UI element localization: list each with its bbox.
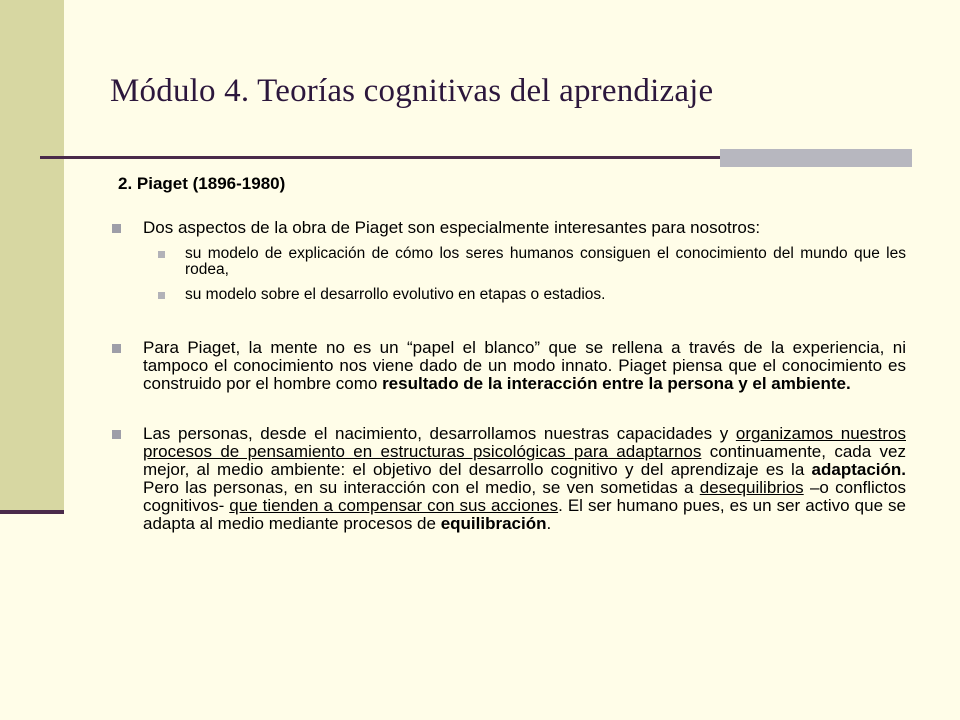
bullet-item-1 (112, 219, 906, 237)
section-heading: 2. Piaget (1896-1980) (118, 174, 286, 193)
bullet-3-text-3: Pero las personas, en su interacción con el medio, se ven sometidas a (143, 478, 700, 497)
title-divider-block (720, 149, 912, 167)
sub-bullet-2-text: su modelo sobre el desarrollo evolutivo en etapas o estadios. (185, 286, 606, 303)
bullet-2-bold: resultado de la interacción entre la persona y el ambiente. (382, 374, 851, 393)
sub-bullet-item-1 (112, 246, 906, 278)
bullet-item-2 (112, 339, 906, 393)
left-bar-accent (0, 510, 64, 514)
bullet-3-text-2: continuamente, cada vez mejor, al medio ambiente: el objetivo del desarrollo cognitivo y del aprendizaje es la (143, 442, 906, 479)
left-decorative-bar (0, 0, 64, 510)
square-bullet-icon (112, 430, 121, 439)
bullet-2-text: Para Piaget, la mente no es un “papel el blanco” que se rellena a través de la experiencia, ni tampoco el conocimiento nos viene dado de un modo innato. Piaget piensa que el conocimiento es construido por el hombre como (143, 338, 906, 393)
slide-body (112, 174, 906, 533)
bullet-3-text-5: . El ser humano pues, es un ser activo que se adapta al medio mediante procesos de (143, 496, 906, 533)
bullet-3-underline-3: que tienden a compensar con sus acciones (229, 496, 559, 515)
bullet-3-underline-2: desequilibrios (699, 478, 804, 497)
bullet-3-bold-2: equilibración (440, 514, 547, 533)
bullet-3-text-4: –o conflictos cognitivos- (143, 478, 906, 515)
bullet-1-text: Dos aspectos de la obra de Piaget son especialmente interesantes para nosotros: (143, 218, 761, 237)
square-bullet-icon (158, 251, 165, 258)
sub-bullet-item-2 (112, 287, 906, 303)
square-bullet-icon (112, 224, 121, 233)
bullet-3-text-1: Las personas, desde el nacimiento, desarrollamos nuestras capacidades y (143, 424, 736, 443)
square-bullet-icon (112, 344, 121, 353)
bullet-item-3 (112, 425, 906, 533)
sub-bullet-1-text: su modelo de explicación de cómo los seres humanos consiguen el conocimiento del mundo que les rodea, (185, 245, 906, 278)
slide-title: Módulo 4. Teorías cognitivas del aprendizaje (110, 73, 714, 109)
bullet-3-text-6: . (546, 514, 552, 533)
square-bullet-icon (158, 292, 165, 299)
bullet-3-bold-1: adaptación. (811, 460, 906, 479)
bullet-3-underline-1: organizamos nuestros procesos de pensamiento en estructuras psicológicas para adaptarnos (143, 424, 906, 461)
